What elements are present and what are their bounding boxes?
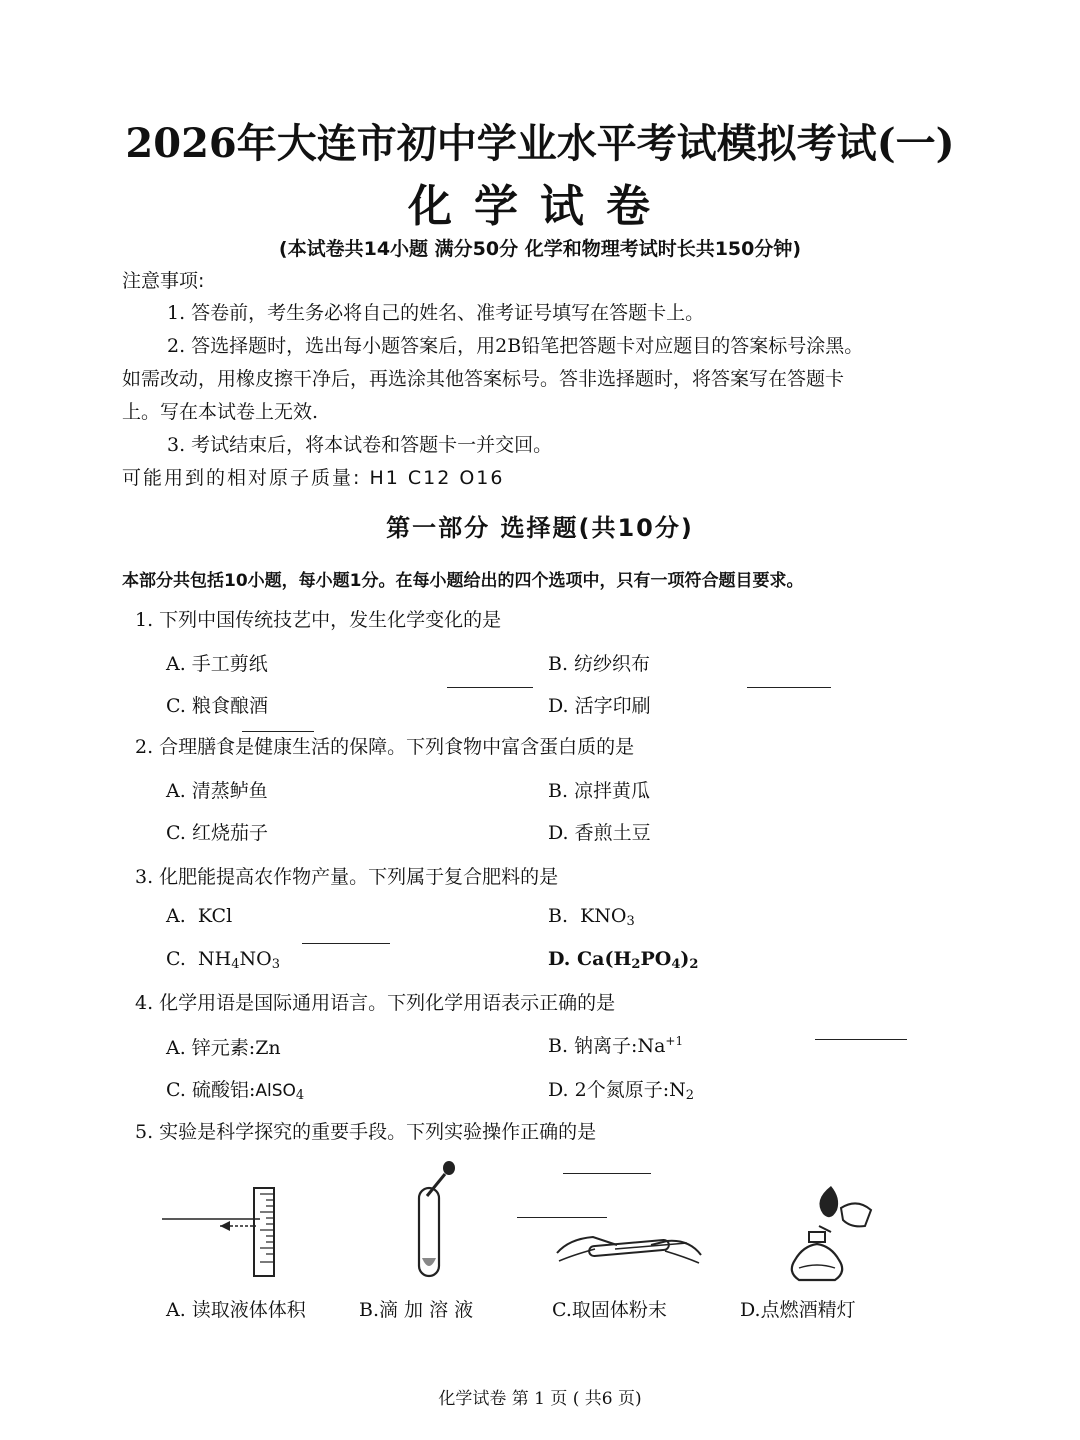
page-footer: 化学试卷 第 1 页 ( 共6 页)	[438, 1389, 642, 1409]
q1-stem: 1. 下列中国传统技艺中，发生化学变化的是	[135, 609, 502, 631]
subscript: 4	[231, 957, 240, 972]
q5-caption-a: A. 读取液体体积	[166, 1299, 306, 1321]
stray-line	[242, 731, 314, 732]
note-3: 3. 考试结束后，将本试卷和答题卡一并交回。	[167, 434, 553, 456]
q4-option-a	[166, 1033, 281, 1060]
subscript: 3	[626, 914, 635, 929]
option-label: B.	[548, 905, 569, 927]
note-2a: 2. 答选择题时，选出每小题答案后，用2B铅笔把答题卡对应题目的答案标号涂黑。	[167, 335, 864, 357]
atomic-mass-line: 可能用到的相对原子质量: H1 C12 O16	[122, 467, 505, 489]
q4-stem: 4. 化学用语是国际通用语言。下列化学用语表示正确的是	[135, 992, 616, 1014]
option-label: D.	[548, 948, 571, 970]
q5-caption-b: B.滴 加 溶 液	[359, 1299, 474, 1321]
formula: Na	[637, 1035, 666, 1057]
q3-option-c	[166, 948, 280, 972]
q1-option-b: B. 纺纱织布	[548, 653, 651, 675]
q2-option-a: A. 清蒸鲈鱼	[166, 780, 268, 802]
formula: NO	[239, 948, 272, 970]
q4-option-c	[166, 1075, 304, 1103]
q4-option-d	[548, 1075, 694, 1103]
exam-info: (本试卷共14小题 满分50分 化学和物理考试时长共150分钟)	[278, 238, 802, 260]
option-label: A.	[166, 905, 186, 927]
exam-title: 2026年大连市初中学业水平考试模拟考试(一)	[125, 120, 955, 167]
subscript: 4	[295, 1088, 305, 1103]
note-1: 1. 答卷前，考生务必将自己的姓名、准考证号填写在答题卡上。	[167, 302, 705, 324]
formula: PO	[640, 948, 672, 970]
stray-line	[815, 1039, 907, 1040]
note-2c: 上。写在本试卷上无效.	[122, 401, 319, 423]
q1-option-d: D. 活字印刷	[548, 695, 651, 717]
figure-add-solution	[405, 1158, 465, 1282]
option-text: A. 锌元素:	[166, 1037, 256, 1059]
option-text: D. 2个氮原子:	[548, 1079, 670, 1101]
q2-option-c: C. 红烧茄子	[166, 822, 268, 844]
note-2b: 如需改动，用橡皮擦干净后，再选涂其他答案标号。答非选择题时，将答案写在答题卡	[122, 368, 845, 390]
q3-option-d	[548, 948, 698, 972]
formula: AlSO	[255, 1081, 296, 1101]
q2-option-b: B. 凉拌黄瓜	[548, 780, 651, 802]
formula: NH	[198, 948, 232, 970]
q4-option-b	[548, 1031, 683, 1058]
q1-option-c: C. 粮食酿酒	[166, 695, 268, 717]
formula: KCl	[197, 905, 233, 927]
q3-stem: 3. 化肥能提高农作物产量。下列属于复合肥料的是	[135, 866, 559, 888]
option-text: B. 钠离子:	[548, 1035, 638, 1057]
q2-option-d: D. 香煎土豆	[548, 822, 651, 844]
formula: Zn	[255, 1037, 281, 1059]
q3-option-b	[548, 905, 635, 929]
notes-heading: 注意事项:	[122, 270, 205, 292]
stray-line	[563, 1173, 651, 1174]
subject-title: 化学试卷	[408, 181, 672, 232]
q3-option-a	[166, 905, 232, 927]
q5-stem: 5. 实验是科学探究的重要手段。下列实验操作正确的是	[135, 1121, 597, 1143]
subscript: 2	[685, 1088, 695, 1103]
subscript: 2	[689, 957, 699, 972]
q5-caption-c: C.取固体粉末	[552, 1299, 667, 1321]
q5-caption-d: D.点燃酒精灯	[740, 1299, 856, 1321]
figure-light-lamp	[785, 1180, 885, 1284]
subscript: 3	[271, 957, 280, 972]
q1-option-a: A. 手工剪纸	[166, 653, 268, 675]
figure-take-powder	[555, 1215, 705, 1285]
figure-read-volume	[160, 1180, 290, 1280]
formula: )	[680, 948, 690, 970]
formula: Ca(H	[577, 948, 632, 970]
option-text: C. 硫酸铝:	[166, 1079, 256, 1101]
subscript: 2	[631, 957, 641, 972]
stray-line	[302, 943, 390, 944]
part1-heading: 第一部分 选择题(共10分)	[386, 514, 694, 542]
q2-stem: 2. 合理膳食是健康生活的保障。下列食物中富含蛋白质的是	[135, 736, 635, 758]
option-label: C.	[166, 948, 186, 970]
stray-line	[447, 687, 533, 688]
stray-line	[747, 687, 831, 688]
part1-description: 本部分共包括10小题，每小题1分。在每小题给出的四个选项中，只有一项符合题目要求。	[122, 571, 804, 591]
formula: KNO	[580, 905, 627, 927]
superscript: +1	[665, 1034, 684, 1048]
subscript: 4	[671, 957, 681, 972]
formula: N	[669, 1079, 686, 1101]
